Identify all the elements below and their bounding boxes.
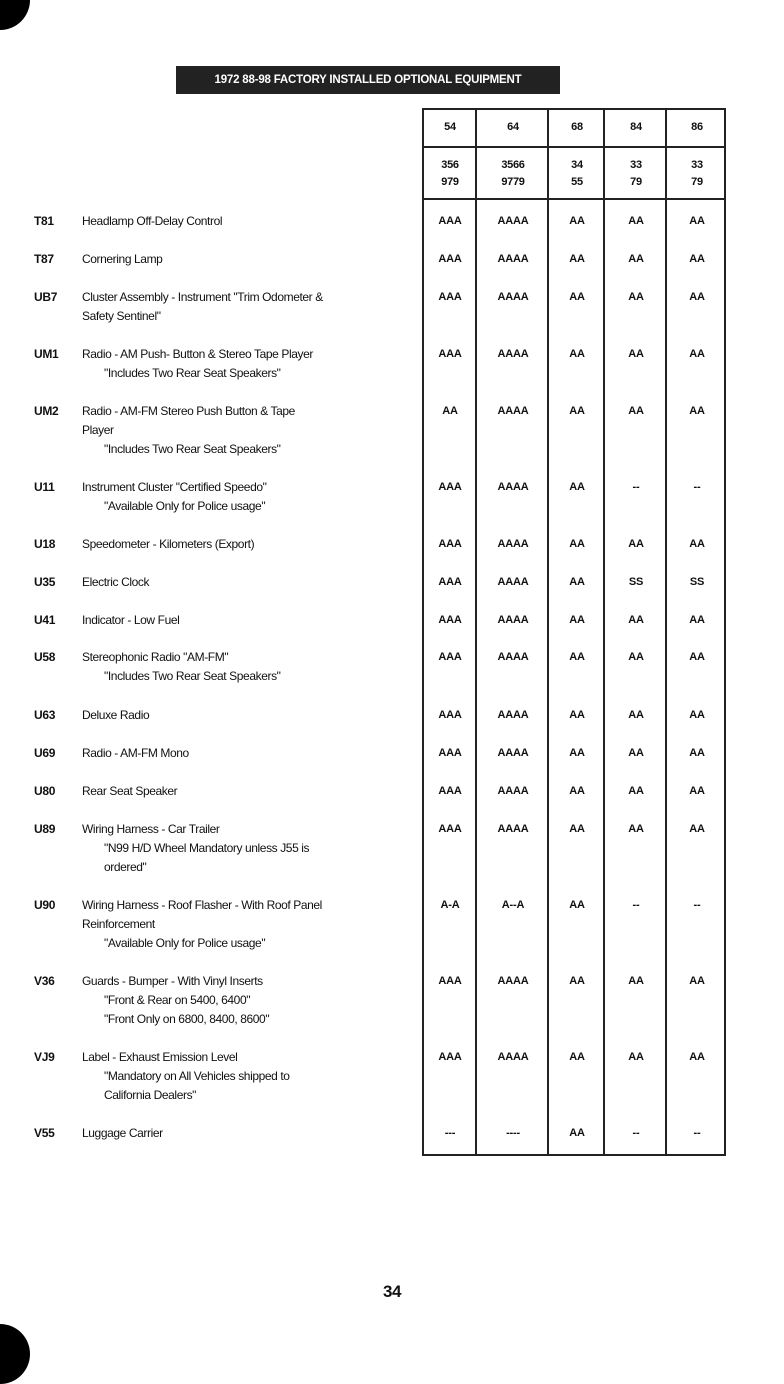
column-header: 64: [507, 121, 519, 133]
option-code: U11: [34, 480, 55, 494]
description-note: "Front Only on 6800, 8400, 8600": [104, 1012, 270, 1026]
availability-cell: AA: [689, 253, 705, 265]
option-description: [82, 896, 417, 953]
availability-cell: AA: [689, 348, 705, 360]
availability-cell: AA: [628, 709, 644, 721]
column-header: 54: [444, 121, 456, 133]
availability-cell: AA: [628, 747, 644, 759]
option-code: VJ9: [34, 1050, 55, 1064]
availability-cell: ---: [444, 1127, 456, 1139]
availability-cell: AAA: [438, 1051, 462, 1063]
availability-cell: AA: [689, 1051, 705, 1063]
option-code: U35: [34, 575, 56, 589]
column-subheader: 33: [630, 159, 642, 171]
availability-cell: SS: [628, 576, 644, 588]
availability-cell: AAA: [438, 253, 462, 265]
availability-cell: AAAA: [497, 1051, 529, 1063]
availability-cell: AA: [628, 785, 644, 797]
availability-cell: --: [632, 899, 640, 911]
column-subheader: 33: [691, 159, 703, 171]
availability-cell: AA: [628, 823, 644, 835]
availability-cell: AA: [569, 709, 585, 721]
availability-cell: AAA: [438, 709, 462, 721]
description-note: "Includes Two Rear Seat Speakers": [104, 442, 281, 456]
description-line: Rear Seat Speaker: [82, 784, 178, 798]
availability-cell: --: [693, 481, 701, 493]
description-line: Guards - Bumper - With Vinyl Inserts: [82, 974, 263, 988]
option-code: UB7: [34, 290, 58, 304]
availability-cell: AAA: [438, 481, 462, 493]
option-description: [82, 345, 417, 383]
option-code: UM2: [34, 404, 59, 418]
description-line: Indicator - Low Fuel: [82, 613, 180, 627]
option-description: [82, 611, 417, 630]
option-description: [82, 744, 417, 763]
availability-cell: AA: [689, 709, 705, 721]
availability-cell: AAAA: [497, 651, 529, 663]
availability-cell: AA: [569, 614, 585, 626]
option-description: [82, 478, 417, 516]
availability-cell: AAAA: [497, 614, 529, 626]
availability-cell: AAAA: [497, 747, 529, 759]
option-code: U90: [34, 898, 56, 912]
option-description: [82, 820, 417, 877]
description-note: "Front & Rear on 5400, 6400": [104, 993, 251, 1007]
availability-cell: AA: [569, 576, 585, 588]
availability-cell: AAAA: [497, 709, 529, 721]
availability-cell: ----: [506, 1127, 520, 1139]
description-line: Radio - AM-FM Stereo Push Button & Tape: [82, 404, 295, 418]
availability-cell: AA: [689, 291, 705, 303]
availability-cell: AA: [569, 785, 585, 797]
availability-cell: AA: [628, 348, 644, 360]
availability-cell: AA: [689, 538, 705, 550]
availability-cell: AA: [689, 651, 705, 663]
availability-cell: AAA: [438, 576, 462, 588]
availability-cell: AAAA: [497, 576, 529, 588]
availability-cell: AAAA: [497, 538, 529, 550]
availability-cell: AA: [689, 975, 705, 987]
availability-cell: AA: [569, 538, 585, 550]
availability-cell: --: [693, 899, 701, 911]
option-code: UM1: [34, 347, 59, 361]
column-header: 68: [571, 121, 583, 133]
availability-cell: AAAA: [497, 215, 529, 227]
option-code: U89: [34, 822, 56, 836]
availability-cell: AA: [628, 975, 644, 987]
availability-cell: AA: [628, 651, 644, 663]
availability-cell: AA: [569, 348, 585, 360]
availability-cell: AA: [628, 405, 644, 417]
availability-cell: AA: [689, 215, 705, 227]
option-description: [82, 972, 417, 1029]
availability-cell: AA: [628, 215, 644, 227]
description-line: Cluster Assembly - Instrument "Trim Odometer &: [82, 290, 323, 304]
description-line: Instrument Cluster "Certified Speedo": [82, 480, 267, 494]
description-line: Cornering Lamp: [82, 252, 163, 266]
availability-cell: AA: [628, 291, 644, 303]
description-line: Stereophonic Radio "AM-FM": [82, 650, 229, 664]
description-note: California Dealers": [104, 1088, 197, 1102]
page-number: 34: [383, 1282, 401, 1301]
availability-cell: AA: [689, 747, 705, 759]
page-title: 1972 88-98 FACTORY INSTALLED OPTIONAL EQUIPMENT: [176, 66, 560, 94]
availability-cell: A-A: [440, 899, 460, 911]
description-note: ordered": [104, 860, 147, 874]
availability-cell: AAAA: [497, 291, 529, 303]
column-header: 84: [630, 121, 642, 133]
availability-cell: AA: [569, 405, 585, 417]
description-line: Luggage Carrier: [82, 1126, 163, 1140]
availability-cell: AAAA: [497, 823, 529, 835]
availability-cell: AAA: [438, 614, 462, 626]
availability-cell: AA: [569, 975, 585, 987]
availability-cell: AA: [689, 823, 705, 835]
option-code: U80: [34, 784, 56, 798]
column-subheader: 79: [630, 176, 642, 188]
availability-cell: AA: [442, 405, 458, 417]
description-line: Radio - AM Push- Button & Stereo Tape Player: [82, 347, 313, 361]
description-note: "Mandatory on All Vehicles shipped to: [104, 1069, 290, 1083]
availability-cell: AAAA: [497, 405, 529, 417]
description-line: Headlamp Off-Delay Control: [82, 214, 223, 228]
option-code: U18: [34, 537, 56, 551]
header-divider: [422, 198, 726, 200]
availability-cell: AAA: [438, 975, 462, 987]
description-line: Label - Exhaust Emission Level: [82, 1050, 238, 1064]
description-line: Deluxe Radio: [82, 708, 150, 722]
availability-cell: SS: [689, 576, 705, 588]
availability-cell: AAAA: [497, 481, 529, 493]
description-note: "N99 H/D Wheel Mandatory unless J55 is: [104, 841, 310, 855]
availability-cell: AAA: [438, 538, 462, 550]
availability-cell: AAA: [438, 747, 462, 759]
option-code: U58: [34, 650, 56, 664]
availability-cell: AA: [569, 481, 585, 493]
option-description: [82, 402, 417, 459]
availability-cell: --: [632, 481, 640, 493]
availability-cell: AA: [569, 899, 585, 911]
availability-cell: --: [693, 1127, 701, 1139]
column-subheader: 55: [571, 176, 583, 188]
option-description: [82, 535, 417, 554]
option-description: [82, 706, 417, 725]
description-line: Wiring Harness - Car Trailer: [82, 822, 220, 836]
availability-cell: --: [632, 1127, 640, 1139]
description-line: Speedometer - Kilometers (Export): [82, 537, 255, 551]
column-subheader: 9779: [501, 176, 525, 188]
availability-cell: AAAA: [497, 975, 529, 987]
option-code: V55: [34, 1126, 55, 1140]
availability-cell: AA: [569, 651, 585, 663]
description-line: Radio - AM-FM Mono: [82, 746, 189, 760]
availability-cell: AAA: [438, 823, 462, 835]
availability-cell: AAA: [438, 291, 462, 303]
scan-corner-bottom-left: [0, 1324, 30, 1384]
availability-cell: AA: [569, 1127, 585, 1139]
option-code: T81: [34, 214, 54, 228]
column-subheader: 356: [441, 159, 459, 171]
description-note: "Includes Two Rear Seat Speakers": [104, 366, 281, 380]
option-code: U63: [34, 708, 56, 722]
availability-cell: AA: [628, 614, 644, 626]
option-code: U69: [34, 746, 56, 760]
description-note: "Available Only for Police usage": [104, 499, 266, 513]
availability-cell: AA: [569, 215, 585, 227]
description-line: Reinforcement: [82, 917, 155, 931]
option-description: [82, 288, 417, 326]
availability-cell: AAAA: [497, 253, 529, 265]
option-code: T87: [34, 252, 54, 266]
availability-cell: AA: [689, 785, 705, 797]
column-subheader: 34: [571, 159, 583, 171]
column-header: 86: [691, 121, 703, 133]
availability-cell: AA: [569, 253, 585, 265]
option-description: [82, 250, 417, 269]
availability-cell: AA: [569, 747, 585, 759]
availability-cell: AA: [689, 405, 705, 417]
availability-cell: AAA: [438, 651, 462, 663]
availability-cell: AA: [569, 291, 585, 303]
description-line: Player: [82, 423, 114, 437]
description-line: Safety Sentinel": [82, 309, 161, 323]
availability-cell: AAAA: [497, 348, 529, 360]
description-note: "Available Only for Police usage": [104, 936, 266, 950]
description-line: Electric Clock: [82, 575, 150, 589]
option-description: [82, 1124, 417, 1143]
column-subheader: 79: [691, 176, 703, 188]
availability-cell: AAA: [438, 215, 462, 227]
availability-cell: AA: [569, 1051, 585, 1063]
option-description: [82, 782, 417, 801]
option-description: [82, 212, 417, 231]
option-description: [82, 1048, 417, 1105]
description-line: Wiring Harness - Roof Flasher - With Roof Panel: [82, 898, 322, 912]
availability-cell: AA: [628, 253, 644, 265]
description-note: "Includes Two Rear Seat Speakers": [104, 669, 281, 683]
option-code: U41: [34, 613, 56, 627]
availability-cell: AAA: [438, 348, 462, 360]
availability-cell: A--A: [501, 899, 525, 911]
scan-corner-top-left: [0, 0, 30, 30]
option-description: [82, 648, 417, 686]
availability-cell: AAA: [438, 785, 462, 797]
availability-cell: AA: [689, 614, 705, 626]
option-code: V36: [34, 974, 55, 988]
availability-cell: AAAA: [497, 785, 529, 797]
option-description: [82, 573, 417, 592]
column-subheader: 979: [441, 176, 459, 188]
column-subheader: 3566: [501, 159, 525, 171]
availability-cell: AA: [569, 823, 585, 835]
availability-cell: AA: [628, 538, 644, 550]
header-divider: [422, 146, 726, 148]
availability-cell: AA: [628, 1051, 644, 1063]
